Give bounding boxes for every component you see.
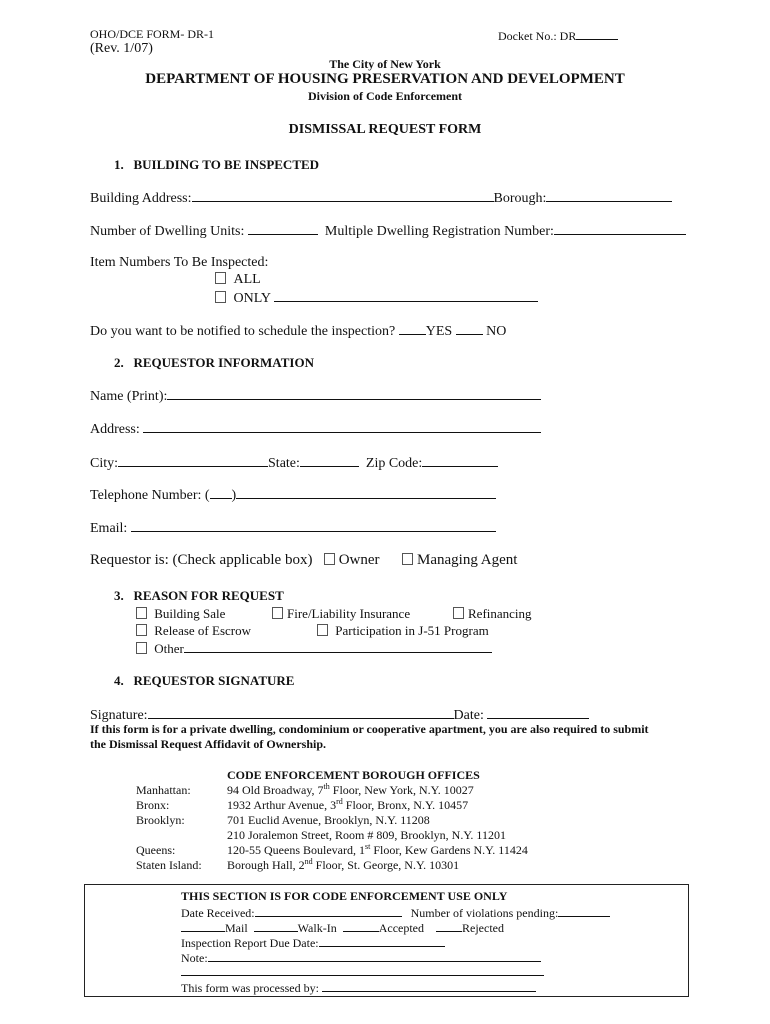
- dwelling-units-input[interactable]: [248, 222, 318, 235]
- division-name: Division of Code Enforcement: [307, 89, 463, 103]
- checkbox-managing-agent[interactable]: [402, 553, 413, 565]
- name-input[interactable]: [167, 387, 541, 400]
- bronx-address: [227, 798, 468, 813]
- building-address-input[interactable]: [192, 189, 494, 202]
- processed-by-row: [181, 979, 536, 996]
- walk-in-input[interactable]: [254, 919, 298, 932]
- bronx-address-a: 1932 Arthur Avenue, 3: [227, 798, 337, 812]
- name-row: [90, 387, 541, 405]
- note-input-line-2[interactable]: [181, 963, 544, 976]
- notify-no-input[interactable]: [456, 322, 483, 335]
- items-label: Item Numbers To Be Inspected:: [90, 255, 269, 270]
- mail-input[interactable]: [181, 919, 225, 932]
- building-address-row: [90, 189, 672, 207]
- city-label: City:: [90, 456, 119, 471]
- phone-label: Telephone Number: (: [90, 488, 210, 503]
- fire-liability-label: Fire/Liability Insurance: [287, 606, 411, 621]
- other-input[interactable]: [184, 640, 492, 653]
- report-due-input[interactable]: [319, 934, 445, 947]
- office-use-heading: THIS SECTION IS FOR CODE ENFORCEMENT USE ONLY: [181, 889, 508, 903]
- borough-input[interactable]: [546, 189, 672, 202]
- manhattan-address-b: Floor, New York, N.Y. 10027: [329, 783, 474, 797]
- docket-input[interactable]: [576, 27, 618, 40]
- note-label: Note:: [181, 951, 208, 965]
- city-name: The City of New York: [329, 57, 441, 71]
- queens-address-b: Floor, Kew Gardens N.Y. 11424: [370, 843, 528, 857]
- manhattan-address: [227, 783, 474, 798]
- mdr-input[interactable]: [554, 222, 686, 235]
- queens-address: [227, 843, 528, 858]
- queens-address-sup: st: [364, 842, 371, 851]
- notify-yes-label: YES: [425, 324, 453, 339]
- brooklyn-address-2: 210 Joralemon Street, Room # 809, Brooklyn, N.Y. 11201: [227, 828, 506, 842]
- queens-label: Queens:: [136, 843, 176, 857]
- only-items-input[interactable]: [274, 289, 538, 302]
- city-input[interactable]: [118, 454, 268, 467]
- section-1-heading: 1. BUILDING TO BE INSPECTED: [114, 157, 320, 172]
- brooklyn-label: Brooklyn:: [136, 813, 185, 827]
- other-label: Other: [154, 641, 184, 656]
- checkbox-all[interactable]: [215, 272, 226, 284]
- reason-release-escrow[interactable]: [136, 623, 251, 639]
- notify-no-label: NO: [486, 324, 507, 339]
- section-4-heading: 4. REQUESTOR SIGNATURE: [114, 673, 295, 688]
- affidavit-notice-line2: the Dismissal Request Affidavit of Ownership.: [90, 737, 327, 751]
- manhattan-address-sup: th: [323, 782, 330, 791]
- staten-island-address-b: Floor, St. George, N.Y. 10301: [312, 858, 460, 872]
- address-input[interactable]: [143, 420, 541, 433]
- date-label: Date:: [453, 708, 484, 723]
- staten-island-label: Staten Island:: [136, 858, 202, 872]
- page-title: DISMISSAL REQUEST FORM: [288, 122, 482, 137]
- state-input[interactable]: [300, 454, 359, 467]
- owner-label: Owner: [338, 552, 380, 568]
- city-state-zip-row: [90, 454, 498, 472]
- dwelling-units-label: Number of Dwelling Units:: [90, 224, 245, 239]
- report-due-label: Inspection Report Due Date:: [181, 936, 319, 950]
- date-input[interactable]: [487, 706, 589, 719]
- checkbox-release-escrow[interactable]: [136, 624, 147, 636]
- staten-island-address-sup: nd: [304, 857, 313, 866]
- walk-in-label: Walk-In: [297, 921, 337, 935]
- notify-question: Do you want to be notified to schedule the inspection?: [90, 324, 396, 339]
- section-2-heading: 2. REQUESTOR INFORMATION: [114, 355, 314, 370]
- docket-label: Docket No.: DR: [498, 29, 577, 43]
- state-label: State:: [268, 456, 300, 471]
- j51-label: Participation in J-51 Program: [335, 623, 489, 638]
- processed-by-label: This form was processed by:: [181, 981, 319, 995]
- dwelling-units-row: [90, 222, 686, 240]
- staten-island-address: [227, 858, 459, 873]
- zip-input[interactable]: [422, 454, 498, 467]
- checkbox-owner[interactable]: [324, 553, 335, 565]
- bronx-label: Bronx:: [136, 798, 170, 812]
- affidavit-notice-line1: If this form is for a private dwelling, condominium or cooperative apartment, you are also required to submit: [90, 722, 649, 736]
- rejected-label: Rejected: [462, 921, 504, 935]
- mail-label: Mail: [225, 921, 248, 935]
- signature-label: Signature:: [90, 708, 148, 723]
- manhattan-label: Manhattan:: [136, 783, 191, 797]
- requestor-type-row: [90, 552, 517, 569]
- email-input[interactable]: [131, 519, 496, 532]
- checkbox-j51[interactable]: [317, 624, 328, 636]
- checkbox-refinancing[interactable]: [453, 607, 464, 619]
- offices-heading: CODE ENFORCEMENT BOROUGH OFFICES: [227, 768, 480, 782]
- reason-other[interactable]: [136, 640, 492, 657]
- option-only[interactable]: [215, 289, 538, 307]
- note-input[interactable]: [208, 949, 541, 962]
- checkbox-building-sale[interactable]: [136, 607, 147, 619]
- checkbox-fire-liability[interactable]: [272, 607, 283, 619]
- email-label: Email:: [90, 521, 128, 536]
- date-received-label: Date Received:: [181, 906, 255, 920]
- brooklyn-address-1: 701 Euclid Avenue, Brooklyn, N.Y. 11208: [227, 813, 430, 827]
- phone-close: ): [231, 488, 237, 503]
- requestor-type-label: Requestor is: (Check applicable box): [90, 552, 313, 568]
- option-all[interactable]: [215, 272, 261, 288]
- bronx-address-b: Floor, Bronx, N.Y. 10457: [342, 798, 469, 812]
- managing-agent-label: Managing Agent: [417, 552, 518, 568]
- manhattan-address-a: 94 Old Broadway, 7: [227, 783, 324, 797]
- address-row: [90, 420, 541, 438]
- name-label: Name (Print):: [90, 389, 168, 404]
- building-address-label: Building Address:: [90, 191, 192, 206]
- notify-row: [90, 322, 506, 340]
- queens-address-a: 120-55 Queens Boulevard, 1: [227, 843, 365, 857]
- release-escrow-label: Release of Escrow: [154, 623, 251, 638]
- phone-number-input[interactable]: [236, 486, 496, 499]
- phone-row: [90, 486, 496, 504]
- rejected-input[interactable]: [436, 919, 462, 932]
- date-received-input[interactable]: [255, 904, 402, 917]
- checkbox-only[interactable]: [215, 291, 226, 303]
- zip-label: Zip Code:: [365, 456, 423, 471]
- option-only-label: ONLY: [233, 291, 271, 306]
- bronx-address-sup: rd: [336, 797, 343, 806]
- email-row: [90, 519, 496, 537]
- option-all-label: ALL: [233, 272, 261, 287]
- phone-area-code-input[interactable]: [210, 486, 232, 499]
- building-sale-label: Building Sale: [154, 606, 226, 621]
- docket-number: [498, 27, 618, 44]
- reason-j51[interactable]: [317, 623, 489, 639]
- form-revision: (Rev. 1/07): [90, 41, 153, 56]
- accepted-label: Accepted: [378, 921, 425, 935]
- processed-by-input[interactable]: [322, 979, 536, 992]
- mdr-label: Multiple Dwelling Registration Number:: [324, 224, 554, 239]
- borough-label: Borough:: [493, 191, 547, 206]
- checkbox-other[interactable]: [136, 642, 147, 654]
- signature-input[interactable]: [148, 706, 454, 719]
- reason-building-sale[interactable]: [136, 606, 225, 622]
- department-name: DEPARTMENT OF HOUSING PRESERVATION AND DEVELOPMENT: [145, 71, 625, 87]
- violations-pending-input[interactable]: [558, 904, 610, 917]
- form-id: OHO/DCE FORM- DR-1: [90, 27, 215, 41]
- staten-island-address-a: Borough Hall, 2: [227, 858, 305, 872]
- violations-pending-label: Number of violations pending:: [410, 906, 559, 920]
- reason-refinancing[interactable]: [453, 606, 532, 622]
- refinancing-label: Refinancing: [468, 606, 532, 621]
- accepted-input[interactable]: [343, 919, 379, 932]
- notify-yes-input[interactable]: [399, 322, 426, 335]
- address-label: Address:: [90, 422, 140, 437]
- reason-fire-liability[interactable]: [272, 606, 410, 622]
- section-3-heading: 3. REASON FOR REQUEST: [114, 588, 284, 603]
